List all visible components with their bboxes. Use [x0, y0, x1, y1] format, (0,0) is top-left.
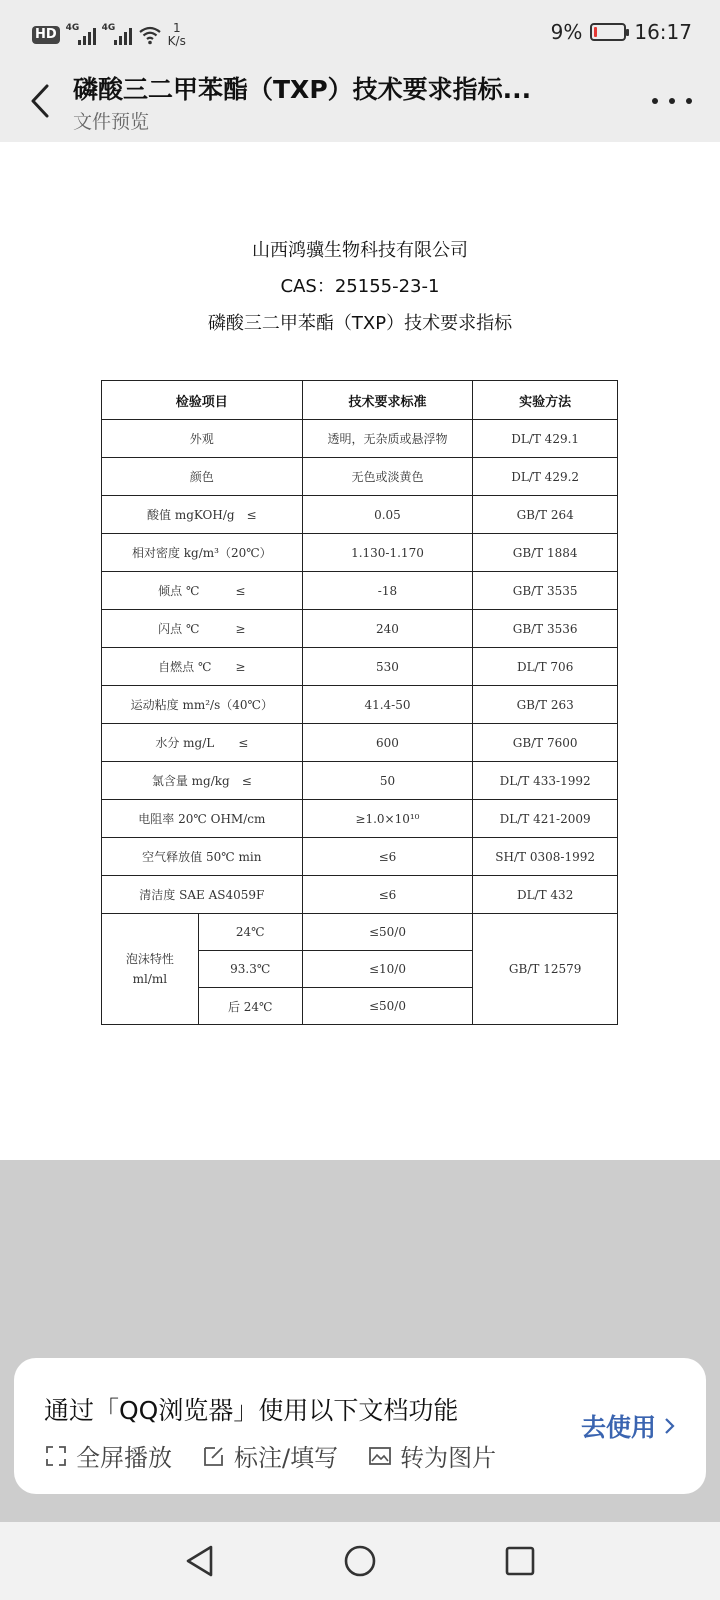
- table-cell: 41.4-50: [302, 686, 473, 724]
- column-header: 检验项目: [102, 381, 303, 420]
- table-cell: 240: [302, 610, 473, 648]
- table-row: [102, 648, 618, 686]
- table-cell: 清洁度 SAE AS4059F: [102, 876, 303, 914]
- table-cell: 自燃点 ℃ ≥: [102, 648, 303, 686]
- battery-percent: 9%: [550, 20, 583, 44]
- nav-home-button[interactable]: [337, 1538, 383, 1584]
- table-cell: 93.3℃: [198, 951, 302, 988]
- feature-to-image[interactable]: 转为图片: [368, 1438, 496, 1473]
- battery-level: [594, 27, 597, 37]
- table-cell: 倾点 ℃ ≤: [102, 572, 303, 610]
- table-cell: GB/T 3536: [473, 610, 618, 648]
- table-cell: GB/T 3535: [473, 572, 618, 610]
- table-cell: 1.130-1.170: [302, 534, 473, 572]
- table-cell: 50: [302, 762, 473, 800]
- table-cell: GB/T 1884: [473, 534, 618, 572]
- document-title: 磷酸三二甲苯酯（TXP）技术要求指标: [207, 313, 513, 334]
- go-use-button[interactable]: 去使用: [581, 1408, 676, 1444]
- app-header: [0, 62, 720, 142]
- table-cell: ≤50/0: [302, 988, 473, 1025]
- cas-number: CAS：25155-23-1: [280, 276, 440, 297]
- table-row: [102, 610, 618, 648]
- table-cell: 电阻率 20℃ OHM/cm: [102, 800, 303, 838]
- table-body: [102, 420, 618, 1025]
- home-circle-icon: [342, 1543, 378, 1579]
- table-cell: DL/T 429.2: [473, 458, 618, 496]
- chevron-right-icon: [664, 1416, 676, 1436]
- table-cell: GB/T 264: [473, 496, 618, 534]
- table-row: [102, 838, 618, 876]
- table-cell: 运动粘度 mm²/s（40℃）: [102, 686, 303, 724]
- table-cell: ≤6: [302, 838, 473, 876]
- table-cell: 530: [302, 648, 473, 686]
- table-cell: DL/T 433-1992: [473, 762, 618, 800]
- table-cell: 600: [302, 724, 473, 762]
- table-cell: 酸值 mgKOH/g ≤: [102, 496, 303, 534]
- table-row: [102, 458, 618, 496]
- table-cell: 空气释放值 50℃ min: [102, 838, 303, 876]
- page-title: 磷酸三二甲苯酯（TXP）技术要求指标...: [73, 75, 532, 104]
- table-cell: DL/T 706: [473, 648, 618, 686]
- edit-icon: [202, 1444, 226, 1468]
- feature-annotate[interactable]: 标注/填写: [202, 1438, 338, 1473]
- table-cell: GB/T 263: [473, 686, 618, 724]
- table-cell: DL/T 421-2009: [473, 800, 618, 838]
- table-row: [102, 572, 618, 610]
- table-cell: -18: [302, 572, 473, 610]
- table-cell: DL/T 429.1: [473, 420, 618, 458]
- table-cell: ≥1.0×10¹⁰: [302, 800, 473, 838]
- table-row: [102, 724, 618, 762]
- status-bar: [0, 0, 720, 62]
- table-row: [102, 496, 618, 534]
- table-cell: 0.05: [302, 496, 473, 534]
- table-cell: DL/T 432: [473, 876, 618, 914]
- chevron-left-icon: [29, 83, 51, 119]
- more-dots-icon: [652, 98, 658, 104]
- wifi-icon: [138, 25, 162, 45]
- table-cell: 水分 mg/L ≤: [102, 724, 303, 762]
- table-cell: SH/T 0308-1992: [473, 838, 618, 876]
- table-cell: 透明，无杂质或悬浮物: [302, 420, 473, 458]
- network-speed: 1 K/s: [167, 21, 186, 48]
- table-cell: 后 24℃: [198, 988, 302, 1025]
- table-cell: 颜色: [102, 458, 303, 496]
- document-preview: [0, 142, 720, 1160]
- hd-badge: HD: [32, 26, 60, 44]
- table-cell: ≤10/0: [302, 951, 473, 988]
- column-header: 技术要求标准: [302, 381, 473, 420]
- table-row: [102, 534, 618, 572]
- table-row: [102, 876, 618, 914]
- fullscreen-icon: [44, 1444, 68, 1468]
- nav-recents-button[interactable]: [497, 1538, 543, 1584]
- page-subtitle: 文件预览: [73, 111, 150, 133]
- clock: 16:17: [634, 20, 692, 44]
- table-cell: 相对密度 kg/m³（20℃）: [102, 534, 303, 572]
- back-button[interactable]: [22, 76, 58, 126]
- status-right: [551, 20, 692, 44]
- recents-square-icon: [503, 1544, 537, 1578]
- table-row: [102, 914, 618, 951]
- table-row: [102, 420, 618, 458]
- table-cell: 无色或淡黄色: [302, 458, 473, 496]
- foam-label-cell: 泡沫特性 ml/ml: [102, 914, 199, 1025]
- column-header: 实验方法: [473, 381, 618, 420]
- table-cell: 闪点 ℃ ≥: [102, 610, 303, 648]
- table-row: [102, 762, 618, 800]
- table-cell: 氯含量 mg/kg ≤: [102, 762, 303, 800]
- table-cell: ≤6: [302, 876, 473, 914]
- nav-back-button[interactable]: [177, 1538, 223, 1584]
- back-triangle-icon: [183, 1543, 217, 1579]
- table-cell: ≤50/0: [302, 914, 473, 951]
- table-cell: GB/T 7600: [473, 724, 618, 762]
- table-cell: GB/T 12579: [473, 914, 618, 1025]
- signal-icon: 4G: [102, 25, 132, 45]
- table-cell: 外观: [102, 420, 303, 458]
- system-nav-bar: [0, 1522, 720, 1600]
- signal-icon: 4G: [66, 25, 96, 45]
- table-cell: 24℃: [198, 914, 302, 951]
- spec-table: [101, 380, 618, 1025]
- table-row: [102, 800, 618, 838]
- more-options-button[interactable]: [652, 86, 692, 116]
- status-left: [32, 22, 186, 48]
- battery-icon: [590, 23, 626, 41]
- image-icon: [368, 1444, 392, 1468]
- qq-browser-banner[interactable]: [14, 1358, 706, 1494]
- banner-text: 通过「QQ浏览器」使用以下文档功能: [44, 1396, 459, 1425]
- company-name: 山西鸿骥生物科技有限公司: [252, 240, 468, 261]
- table-row: [102, 686, 618, 724]
- feature-fullscreen[interactable]: 全屏播放: [44, 1438, 172, 1473]
- table-header-row: [102, 381, 618, 420]
- banner-features: [44, 1438, 496, 1473]
